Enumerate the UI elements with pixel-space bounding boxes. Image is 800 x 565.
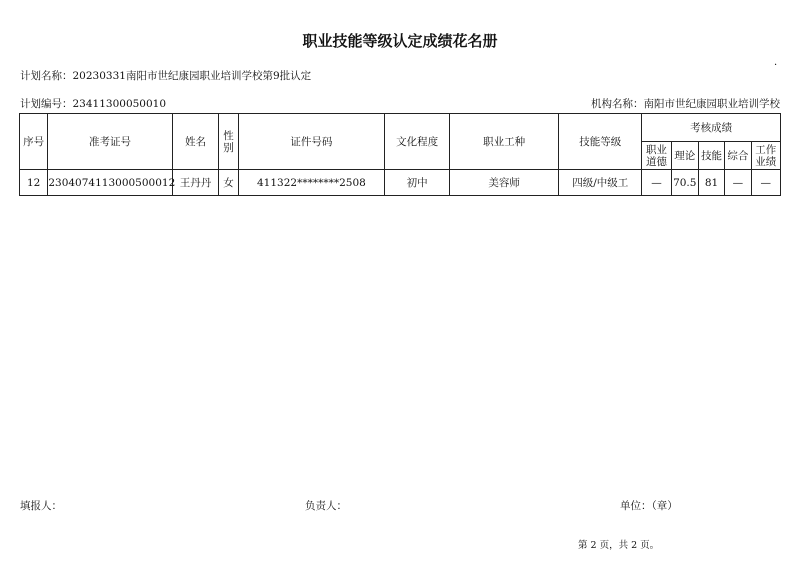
col-skill-header: 技能 xyxy=(698,142,724,170)
unit-label: 单位：（章） xyxy=(620,500,678,512)
cell-overall: — xyxy=(725,170,751,196)
plan-name: 计划名称：20230331南阳市世纪康园职业培训学校第9批认定 xyxy=(20,70,312,82)
page-title: 职业技能等级认定成绩花名册 xyxy=(302,32,498,50)
col-id-no-header: 证件号码 xyxy=(238,114,385,170)
col-overall-header: 综合 xyxy=(725,142,751,170)
page-number: 第 2 页，共 2 页。 xyxy=(578,540,660,551)
filler-label: 填报人： xyxy=(20,500,62,512)
header-row xyxy=(20,114,781,142)
col-level-header: 技能等级 xyxy=(559,114,642,170)
organization-name: 机构名称：南阳市世纪康园职业培训学校 xyxy=(591,98,780,110)
cell-ethics: — xyxy=(642,170,671,196)
responsible-label: 负责人： xyxy=(305,500,347,512)
corner-mark: · xyxy=(774,60,778,71)
col-gender-header: 性别 xyxy=(219,114,238,170)
cell-education: 初中 xyxy=(385,170,450,196)
cell-occupation: 美容师 xyxy=(450,170,559,196)
col-education-header: 文化程度 xyxy=(385,114,450,170)
cell-name: 王丹丹 xyxy=(172,170,219,196)
cell-gender: 女 xyxy=(219,170,238,196)
cell-id-no: 411322********2508 xyxy=(238,170,385,196)
cell-level: 四级/中级工 xyxy=(559,170,642,196)
col-scores-group-header: 考核成绩 xyxy=(642,114,781,142)
col-exam-no-header: 准考证号 xyxy=(48,114,172,170)
table-row xyxy=(20,170,781,196)
cell-performance: — xyxy=(751,170,780,196)
col-name-header: 姓名 xyxy=(172,114,219,170)
cell-skill: 81 xyxy=(698,170,724,196)
cell-exam-no: 2304074113000500012 xyxy=(48,170,172,196)
cell-seq: 12 xyxy=(20,170,48,196)
col-ethics-header: 职业道德 xyxy=(642,142,671,170)
col-performance-header: 工作业绩 xyxy=(751,142,780,170)
score-roster-table xyxy=(19,113,781,196)
plan-number: 计划编号：23411300050010 xyxy=(20,98,167,110)
col-theory-header: 理论 xyxy=(671,142,698,170)
col-seq-header: 序号 xyxy=(20,114,48,170)
col-occupation-header: 职业工种 xyxy=(450,114,559,170)
cell-theory: 70.5 xyxy=(671,170,698,196)
